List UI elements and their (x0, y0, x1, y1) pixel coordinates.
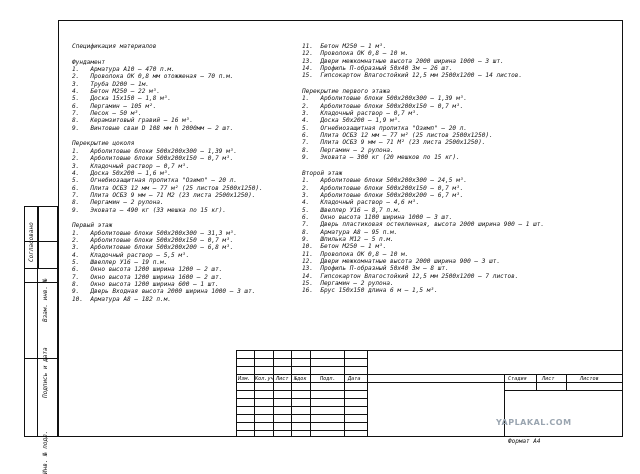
spec-item: 6. Плита ОСБ3 12 мм – 77 м² (25 листов 2500х1250). (72, 184, 263, 192)
spec-item: 8. Керамзитовый гравий – 16 м³. (72, 117, 194, 125)
spec-item: 3. Арболитовые блоки 500х200х200 – 6,7 м³. (302, 191, 464, 199)
stamp-sheets: Листов (580, 376, 599, 382)
spec-item: 7. Окно высота 1200 ширина 1600 – 2 шт. (72, 273, 223, 281)
sign-date-cell (24, 283, 58, 359)
spec-item: 6. Плита ОСБ3 12 мм – 77 м² (25 листов 2500х1250). (302, 132, 493, 140)
stamp-col-change: Изм. (238, 376, 251, 382)
spec-item: 1. Арболитовые блоки 500х200х300 – 1,39 м³. (302, 95, 468, 103)
spec-item: 9. Эковата – 490 кг (33 мешка по 15 кг). (72, 206, 227, 214)
spec-item: 6. Окно высота 1200 ширина 1200 – 2 шт. (72, 266, 223, 274)
spec-item: 11. Бетон М250 – 1 м³. (302, 43, 387, 50)
spec-item: 6. Пергамин – 105 м². (72, 102, 157, 110)
spec-item: 1. Арболитовые блоки 500х200х300 – 1,39 м³. (72, 147, 238, 155)
spec-item: 12. Проволока ОК 0,8 – 10 м. (302, 50, 409, 58)
spec-item: 3. Труба D200 – 1м. (72, 80, 150, 88)
sidebar-label-inv-orig: Инв. № подл. (42, 430, 49, 474)
section-heading: Первый этаж (72, 222, 113, 230)
spec-item: 6. Окно высота 1100 ширина 1000 – 3 шт. (302, 213, 453, 221)
spec-item: 8. Пергамин – 2 рулона. (72, 199, 164, 207)
binding-strip (24, 206, 58, 474)
spec-item: 10. Арматура А8 – 182 п.м. (72, 295, 172, 303)
spec-item: 14. Профиль П-образный 50х40 3м – 26 шт. (302, 65, 453, 73)
spec-item: 1. Арматура А10 – 470 п.м. (72, 66, 175, 74)
spec-item: 5. Швеллер У16 – 8,7 п.м. (302, 206, 402, 214)
spec-item: 3. Арболитовые блоки 500х200х200 – 6,8 м³. (72, 244, 234, 252)
spec-item: 13. Двери межкомнатные высота 2000 ширина 1000 – 3 шт. (302, 57, 504, 65)
spec-item: 11. Проволока ОК 0,8 – 10 м. (302, 250, 409, 258)
stamp-col-sheet: Лист (276, 376, 289, 382)
spec-item: 3. Кладочный раствор – 0,7 м³. (302, 110, 420, 118)
spec-item: 4. Кладочный раствор – 4,6 м³. (302, 199, 420, 207)
spec-item: 1. Арболитовые блоки 500х200х300 – 31,3 м³. (72, 229, 238, 237)
section-heading: Перекрытие цоколя (72, 140, 135, 148)
spacer (72, 214, 263, 221)
spacer (72, 50, 263, 57)
spec-item: 4. Доска 50х200 – 1,9 м³. (302, 117, 402, 125)
spec-item: 15. Гипсокартон Влагостойкий 12,5 мм 2500х1200 – 14 листов. (302, 72, 523, 80)
spec-title: Спецификация материалов (72, 43, 157, 50)
section-heading: Второй этаж (302, 169, 343, 177)
spec-item: 13. Профиль П-образный 50х40 3м – 8 шт. (302, 265, 449, 273)
spec-item: 10. Бетон М250 – 1 м³. (302, 243, 387, 251)
stamp-col-qty: Кол.уч (255, 376, 274, 382)
spec-item: 16. Брус 150х150 длина 6 м – 1,5 м³. (302, 287, 438, 295)
spec-column-left (72, 43, 263, 303)
spec-item: 14. Гипсокартон Влагостойкий 12,5 мм 2500х1200 – 7 листов. (302, 272, 519, 280)
section-heading: Фундамент (72, 58, 106, 66)
spec-item: 5. Огнебиозащитная пропитка "Озимп" – 20 л. (72, 177, 238, 185)
spacer (302, 162, 544, 169)
spec-item: 7. Плита ОСБ3 9 мм – 71 М² (23 листа 2500х1250). (302, 139, 486, 147)
stamp-stage: Стадия (508, 376, 527, 382)
stamp-col-docnum: №док (294, 376, 307, 382)
spec-item: 4. Доска 50х200 – 1,6 м³. (72, 169, 172, 177)
stamp-col-sign: Подп. (320, 376, 336, 382)
spec-column-right (302, 43, 544, 295)
spec-item: 4. Кладочный раствор – 5,5 м³. (72, 251, 190, 259)
section-heading: Перекрытие первого этажа (302, 88, 391, 96)
spec-item: 8. Окно высота 1200 ширина 600 – 1 шт. (72, 281, 219, 288)
spacer (302, 80, 544, 87)
spec-item: 4. Бетон М250 – 22 м³. (72, 88, 161, 96)
stamp-col-date: Дата (348, 376, 361, 382)
spec-item: 2. Арболитовые блоки 500х200х150 – 0,7 м³. (302, 102, 464, 110)
spec-item: 12. Двери межкомнатные высота 2000 ширина 900 – 3 шт. (302, 257, 501, 265)
spec-item: 5. Швеллер У16 – 19 п.м. (72, 258, 168, 266)
stamp-sheet: Лист (542, 376, 555, 382)
spec-item: 15. Пергамин – 2 рулона. (302, 280, 394, 287)
sidebar-label-agreed: Согласовано (28, 222, 35, 262)
spec-item: 9. Эковата – 300 кг (20 мешков по 15 кг). (302, 154, 460, 162)
spec-item: 7. Дверь пластиковая остекленная, высота 2000 ширина 900 – 1 шт. (302, 221, 545, 229)
spec-item: 3. Кладочный раствор – 0,7 м³. (72, 162, 190, 170)
spec-item: 7. Песок – 50 м³. (72, 110, 142, 118)
spec-item: 2. Проволока ОК 0,8 мм отожженая – 70 п.м. (72, 73, 234, 81)
spec-item: 2. Арболитовые блоки 500х200х150 – 0,7 м³. (302, 184, 464, 192)
inv-orig-cell (24, 359, 58, 437)
sidebar-label-sign-date: Подпись и дата (42, 347, 49, 398)
spec-item: 9. Винтовые сваи D 108 мм h 2000мм – 2 шт. (72, 124, 234, 132)
spec-item: 8. Пергамин – 2 рулона. (302, 146, 394, 154)
spec-item: 2. Арболитовые блоки 500х200х150 – 0,7 м³. (72, 236, 234, 244)
watermark: YAPLAKAL.COM (496, 418, 572, 427)
spacer (72, 132, 263, 139)
spec-item: 9. Шпилька М12 – 5 п.м. (302, 235, 394, 243)
spec-item: 9. Дверь Входная высота 2000 ширина 1000 – 3 шт. (72, 288, 256, 296)
format-label: Формат А4 (508, 438, 541, 445)
sidebar-label-replace: Взам. инв. № (42, 278, 49, 322)
spec-item: 2. Арболитовые блоки 500х200х150 – 0,7 м³. (72, 155, 234, 163)
spec-item: 1. Арболитовые блоки 500х200х300 – 24,5 м³. (302, 177, 468, 185)
spec-item: 8. Арматура А8 – 95 п.м. (302, 228, 398, 236)
spec-item: 5. Огнебиозащитная пропитка "Озимп" – 20 л. (302, 124, 468, 132)
spec-item: 7. Плита ОСБ3 9 мм – 71 М2 (23 листа 2500х1250). (72, 191, 256, 199)
spec-item: 5. Доска 15х150 – 1,8 м³. (72, 95, 172, 103)
